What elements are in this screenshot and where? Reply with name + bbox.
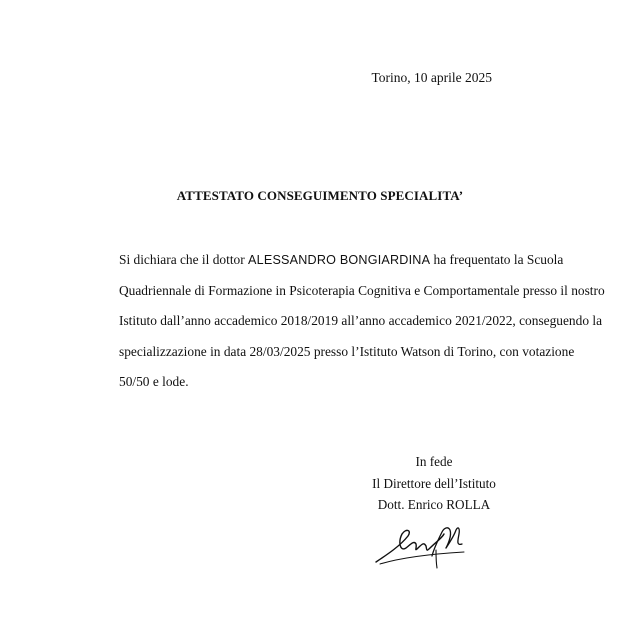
body-line-1 [119, 245, 564, 276]
closing-signer-name: Dott. Enrico ROLLA [377, 497, 491, 512]
body-line-3: Istituto dall’anno accademico 2018/2019 all’anno accademico 2021/2022, conseguendo la [119, 313, 603, 328]
handwritten-signature [370, 518, 470, 570]
body-line-2: Quadriennale di Formazione in Psicoterapia Cognitiva e Comportamentale presso il nostro [119, 282, 605, 298]
closing-role: Il Direttore dell’Istituto [372, 475, 496, 491]
body-line-1-start: Si dichiara che il dottor [119, 252, 249, 267]
body-line-4: specializzazione in data 28/03/2025 presso l’Istituto Watson di Torino, con votazione [119, 343, 575, 359]
closing-block [352, 451, 516, 516]
recipient-name: ALESSANDRO BONGIARDINA [248, 253, 431, 267]
body-line-1-end: ha frequentato la Scuola [430, 252, 564, 267]
body-paragraph [119, 245, 605, 398]
closing-in-fede: In fede [415, 454, 453, 469]
date-line: Torino, 10 aprile 2025 [371, 70, 492, 85]
body-line-5: 50/50 e lode. [119, 374, 189, 389]
document-title: ATTESTATO CONSEGUIMENTO SPECIALITA’ [176, 188, 464, 203]
